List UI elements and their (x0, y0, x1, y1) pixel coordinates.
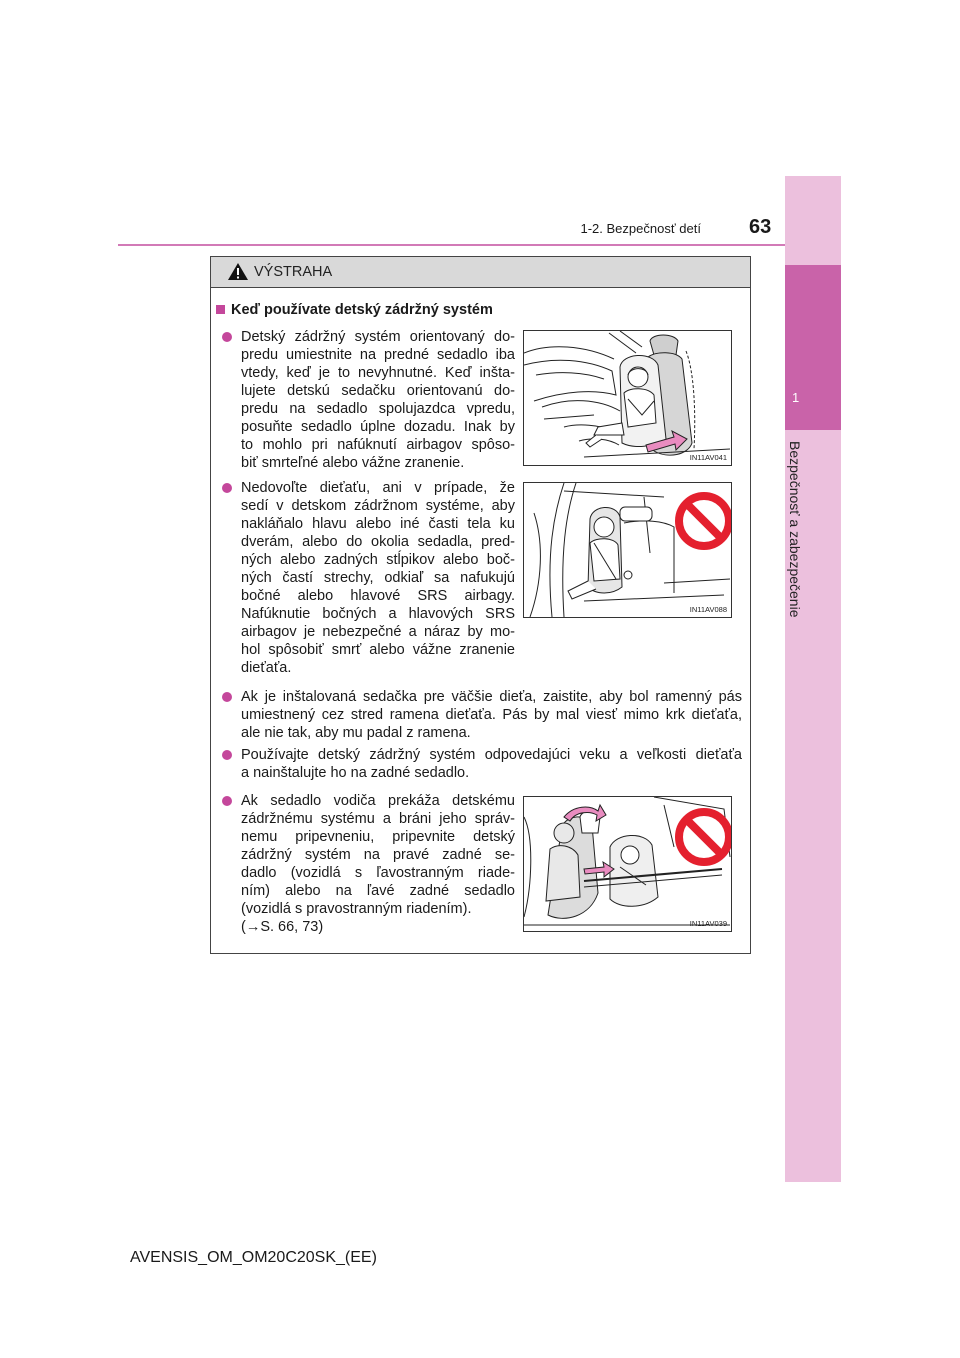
text-line: bočné alebo hlavové SRS airbagy. (241, 588, 515, 604)
text-line: predu umiestnite na predné sedadlo iba (241, 347, 515, 363)
warning-item-5 (241, 792, 515, 936)
section-title: Keď používate detský zádržný systém (231, 302, 493, 318)
figure-child-leaning (523, 482, 732, 618)
text-line: zádržný systém na pravé zadné se- (241, 847, 515, 863)
prohibition-icon (679, 496, 729, 546)
text-line: predu na sedadlo spolujazdca vpredu, (241, 401, 515, 417)
warning-item-1 (241, 328, 515, 472)
text-line: Ak sedadlo vodiča prekáža detskému (241, 793, 515, 809)
bullet-icon (222, 692, 232, 702)
figure-driver-seat-obstruction (523, 796, 732, 932)
bullet-icon (222, 483, 232, 493)
warning-item-4 (241, 746, 742, 782)
warning-item-3 (241, 688, 742, 742)
illustration-driver-seat-obstruction (524, 797, 731, 931)
text-line: umiestnený cez stred ramena dieťaťa. Pás by mal viesť mimo krk dieťaťa, (241, 707, 742, 723)
figure-code: IN11AV039 (689, 919, 727, 928)
warning-label: VÝSTRAHA (254, 264, 333, 280)
warning-triangle-icon (227, 262, 249, 281)
warning-header (211, 257, 750, 288)
text-line: (vozidlá s pravostranným riadením). (241, 901, 472, 917)
page-number: 63 (749, 216, 772, 238)
text-line: to mohlo pri nafúknutí airbagov spôso- (241, 437, 515, 453)
figure-code: IN11AV088 (689, 605, 727, 614)
text-line: nemu pripevneniu, pripevnite detský (241, 829, 515, 845)
page-reference: (→S. 66, 73) (241, 919, 324, 935)
bullet-icon (222, 796, 232, 806)
text-line: ných častí strechy, odkiaľ sa nafukujú (241, 570, 515, 586)
header-section-title: 1-2. Bezpečnosť detí (580, 221, 701, 236)
text-line: ním) alebo na ľavé zadné sedadlo (241, 883, 515, 899)
text-line: dieťaťa. (241, 660, 292, 676)
text-line: zádržnému systému a bráni jeho správ- (241, 811, 515, 827)
header-rule (118, 244, 785, 246)
text-line: airbagov je nebezpečné a náraz by mo- (241, 624, 515, 640)
illustration-forward-facing-seat (524, 331, 731, 465)
figure-code: IN11AV041 (689, 453, 727, 462)
figure-forward-facing-seat (523, 330, 732, 466)
text-line: sedí v detskom zádržnom systéme, aby (241, 498, 515, 514)
warning-item-2 (241, 479, 515, 677)
text-line: hol spôsobiť smrť alebo vážne zranenie (241, 642, 515, 658)
text-line: Používajte detský zádržný systém odpovedajúci veku a veľkosti dieťaťa (241, 747, 742, 763)
chapter-number-block (785, 265, 841, 430)
text-line: posuňte sedadlo úplne dozadu. Inak by (241, 419, 515, 435)
text-line: ale nie tak, aby mu padal z ramena. (241, 725, 471, 741)
text-line: Nafúknutie bočných a hlavových SRS (241, 606, 515, 622)
chapter-title: Bezpečnosť a zabezpečenie (787, 441, 803, 618)
prohibition-icon (679, 812, 729, 862)
text-line: ných alebo zadných stĺpikov alebo boč- (241, 552, 515, 568)
section-square-icon (216, 305, 225, 314)
text-line: Ak je inštalovaná sedačka pre väčšie dieťa, zaistite, aby bol ramenný pás (241, 689, 742, 705)
document-id: AVENSIS_OM_OM20C20SK_(EE) (130, 1249, 377, 1266)
text-line: a nainštalujte ho na zadné sedadlo. (241, 765, 470, 781)
text-line: nakláňalo hlavu alebo iné časti tela ku (241, 516, 515, 532)
text-line: Nedovoľte dieťaťu, ani v prípade, že (241, 480, 515, 496)
text-line: biť smrteľné alebo vážne zranenie. (241, 455, 465, 471)
illustration-child-leaning (524, 483, 731, 617)
text-line: dverám, alebo do okolia sedadla, pred- (241, 534, 515, 550)
text-line: dadlo (vozidlá s ľavostranným riade- (241, 865, 515, 881)
bullet-icon (222, 332, 232, 342)
chapter-number: 1 (792, 390, 800, 405)
text-line: Detský zádržný systém orientovaný do- (241, 329, 515, 345)
text-line: vtedy, keď je to nevyhnutné. Keď inšta- (241, 365, 515, 381)
bullet-icon (222, 750, 232, 760)
text-line: lujete detskú sedačku orientovanú do- (241, 383, 515, 399)
